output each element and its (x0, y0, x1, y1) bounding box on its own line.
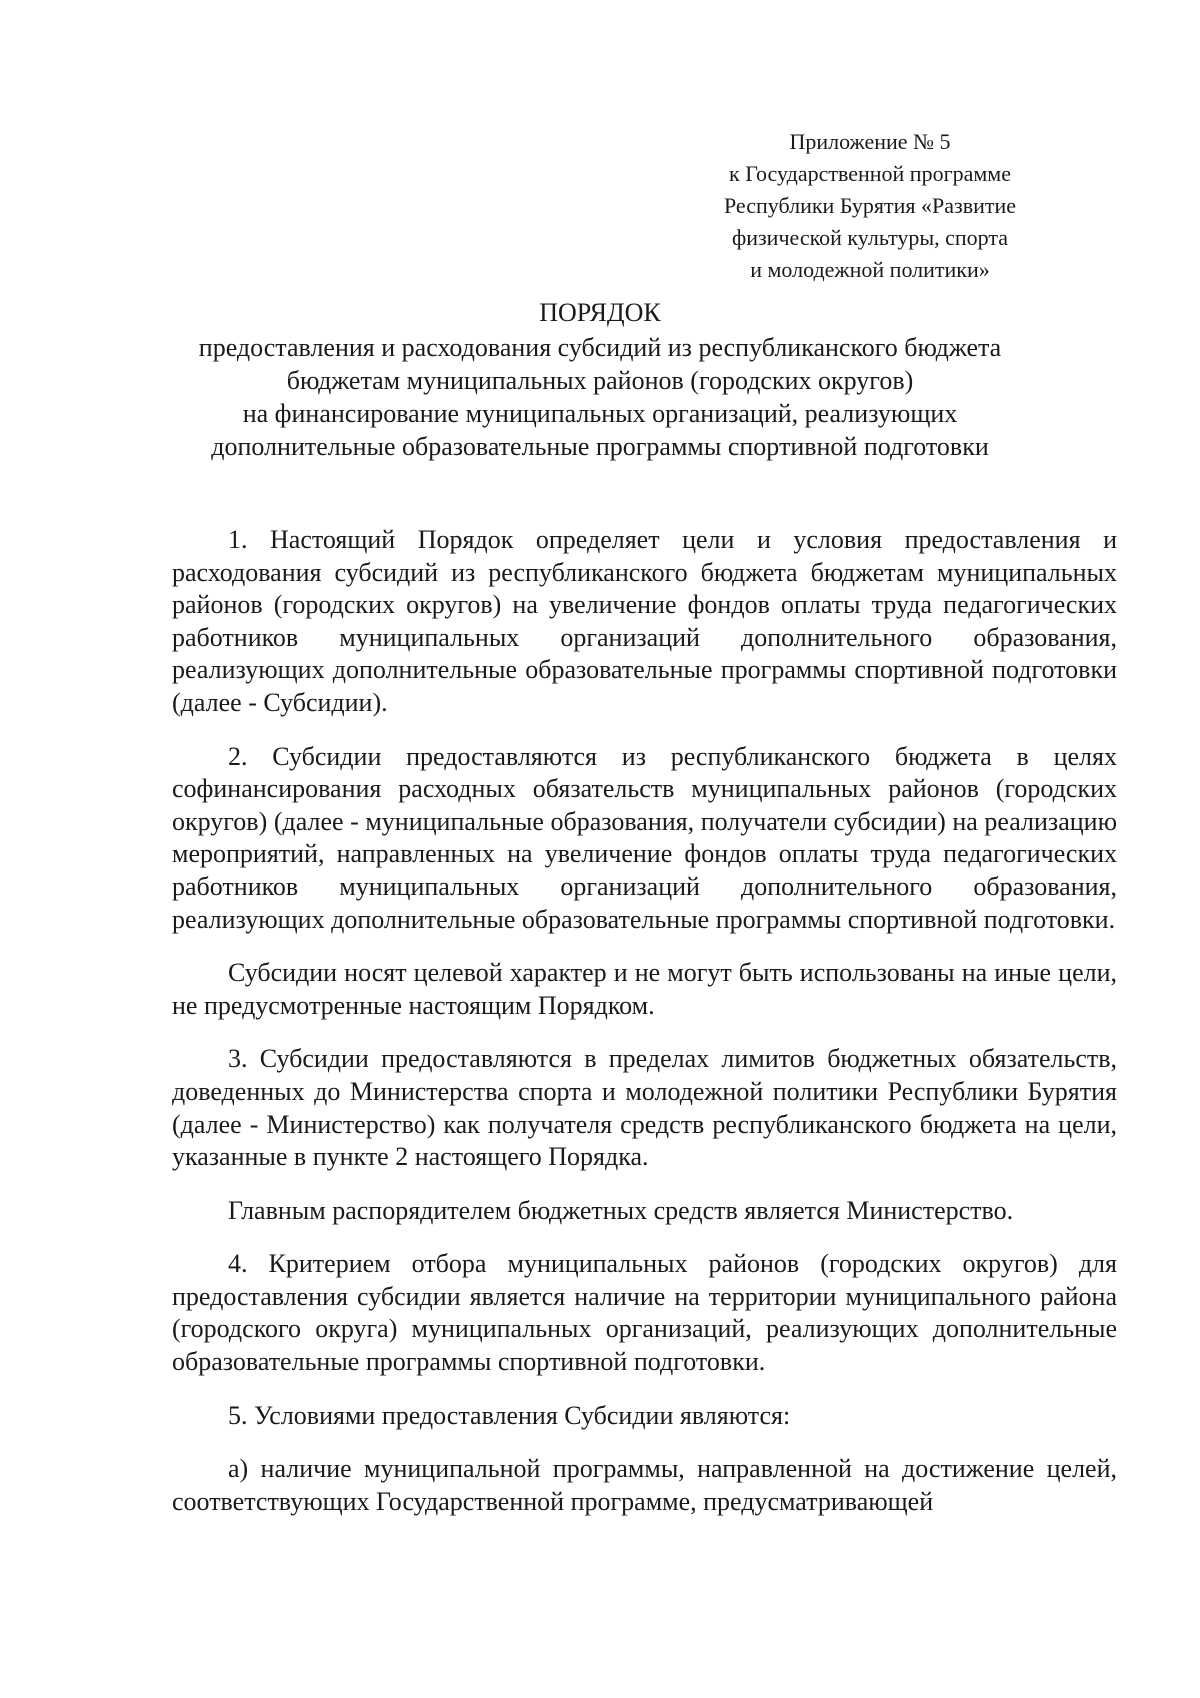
paragraph-3-note: Главным распорядителем бюджетных средств является Министерство. (228, 1195, 1014, 1225)
appendix-line: физической культуры, спорта (731, 225, 1009, 250)
document-subtitle-line: на финансирование муниципальных организаций, реализующих (242, 399, 958, 428)
paragraph-4: 4. Критерием отбора муниципальных районов (городских округов) для предоставления субсидии является наличие на территории муниципального района (городского округа) муниципальных организаций, реализующих дополнительные образовательные программы спортивной подготовки. (172, 1249, 1117, 1377)
paragraph-5a: а) наличие муниципальной программы, направленной на достижение целей, соответствующих Государственной программе, предусматривающей (172, 1454, 1117, 1516)
appendix-reference (700, 126, 1040, 286)
document-subtitle-line: предоставления и расходования субсидий из республиканского бюджета (198, 333, 1002, 362)
paragraph-1: 1. Настоящий Порядок определяет цели и условия предоставления и расходования субсидий из республиканского бюджета бюджетам муниципальных районов (городских округов) на увеличение фондов оплаты труда педагогических работников муниципальных организаций дополнительного образования, реализующих дополнительные образовательные программы спортивной подготовки (далее - Субсидии). (172, 525, 1117, 717)
document-title-block (150, 296, 1050, 463)
paragraph-2-note: Субсидии носят целевой характер и не могут быть использованы на иные цели, не предусмотренные настоящим Порядком. (172, 958, 1117, 1020)
appendix-line: и молодежной политики» (750, 257, 990, 282)
appendix-line: Республики Бурятия «Развитие (723, 193, 1017, 218)
document-subtitle-line: бюджетам муниципальных районов (городских округов) (286, 366, 914, 395)
appendix-line: к Государственной программе (729, 161, 1011, 186)
paragraph-2: 2. Субсидии предоставляются из республиканского бюджета в целях софинансирования расходных обязательств муниципальных районов (городских округов) (далее - муниципальные образования, получатели субсидии) на реализацию мероприятий, направленных на увеличение фондов оплаты труда педагогических работников муниципальных организаций дополнительного образования, реализующих дополнительные образовательные программы спортивной подготовки. (172, 741, 1117, 934)
document-subtitle-line: дополнительные образовательные программы спортивной подготовки (211, 432, 989, 461)
paragraph-3: 3. Субсидии предоставляются в пределах лимитов бюджетных обязательств, доведенных до Министерства спорта и молодежной политики Республики Бурятия (далее - Министерство) как получателя средств республиканского бюджета на цели, указанные в пункте 2 настоящего Порядка. (172, 1044, 1117, 1172)
appendix-line: Приложение № 5 (789, 129, 951, 154)
document-body (172, 524, 1117, 1539)
document-title: ПОРЯДОК (539, 298, 661, 327)
paragraph-5: 5. Условиями предоставления Субсидии являются: (228, 1400, 791, 1430)
